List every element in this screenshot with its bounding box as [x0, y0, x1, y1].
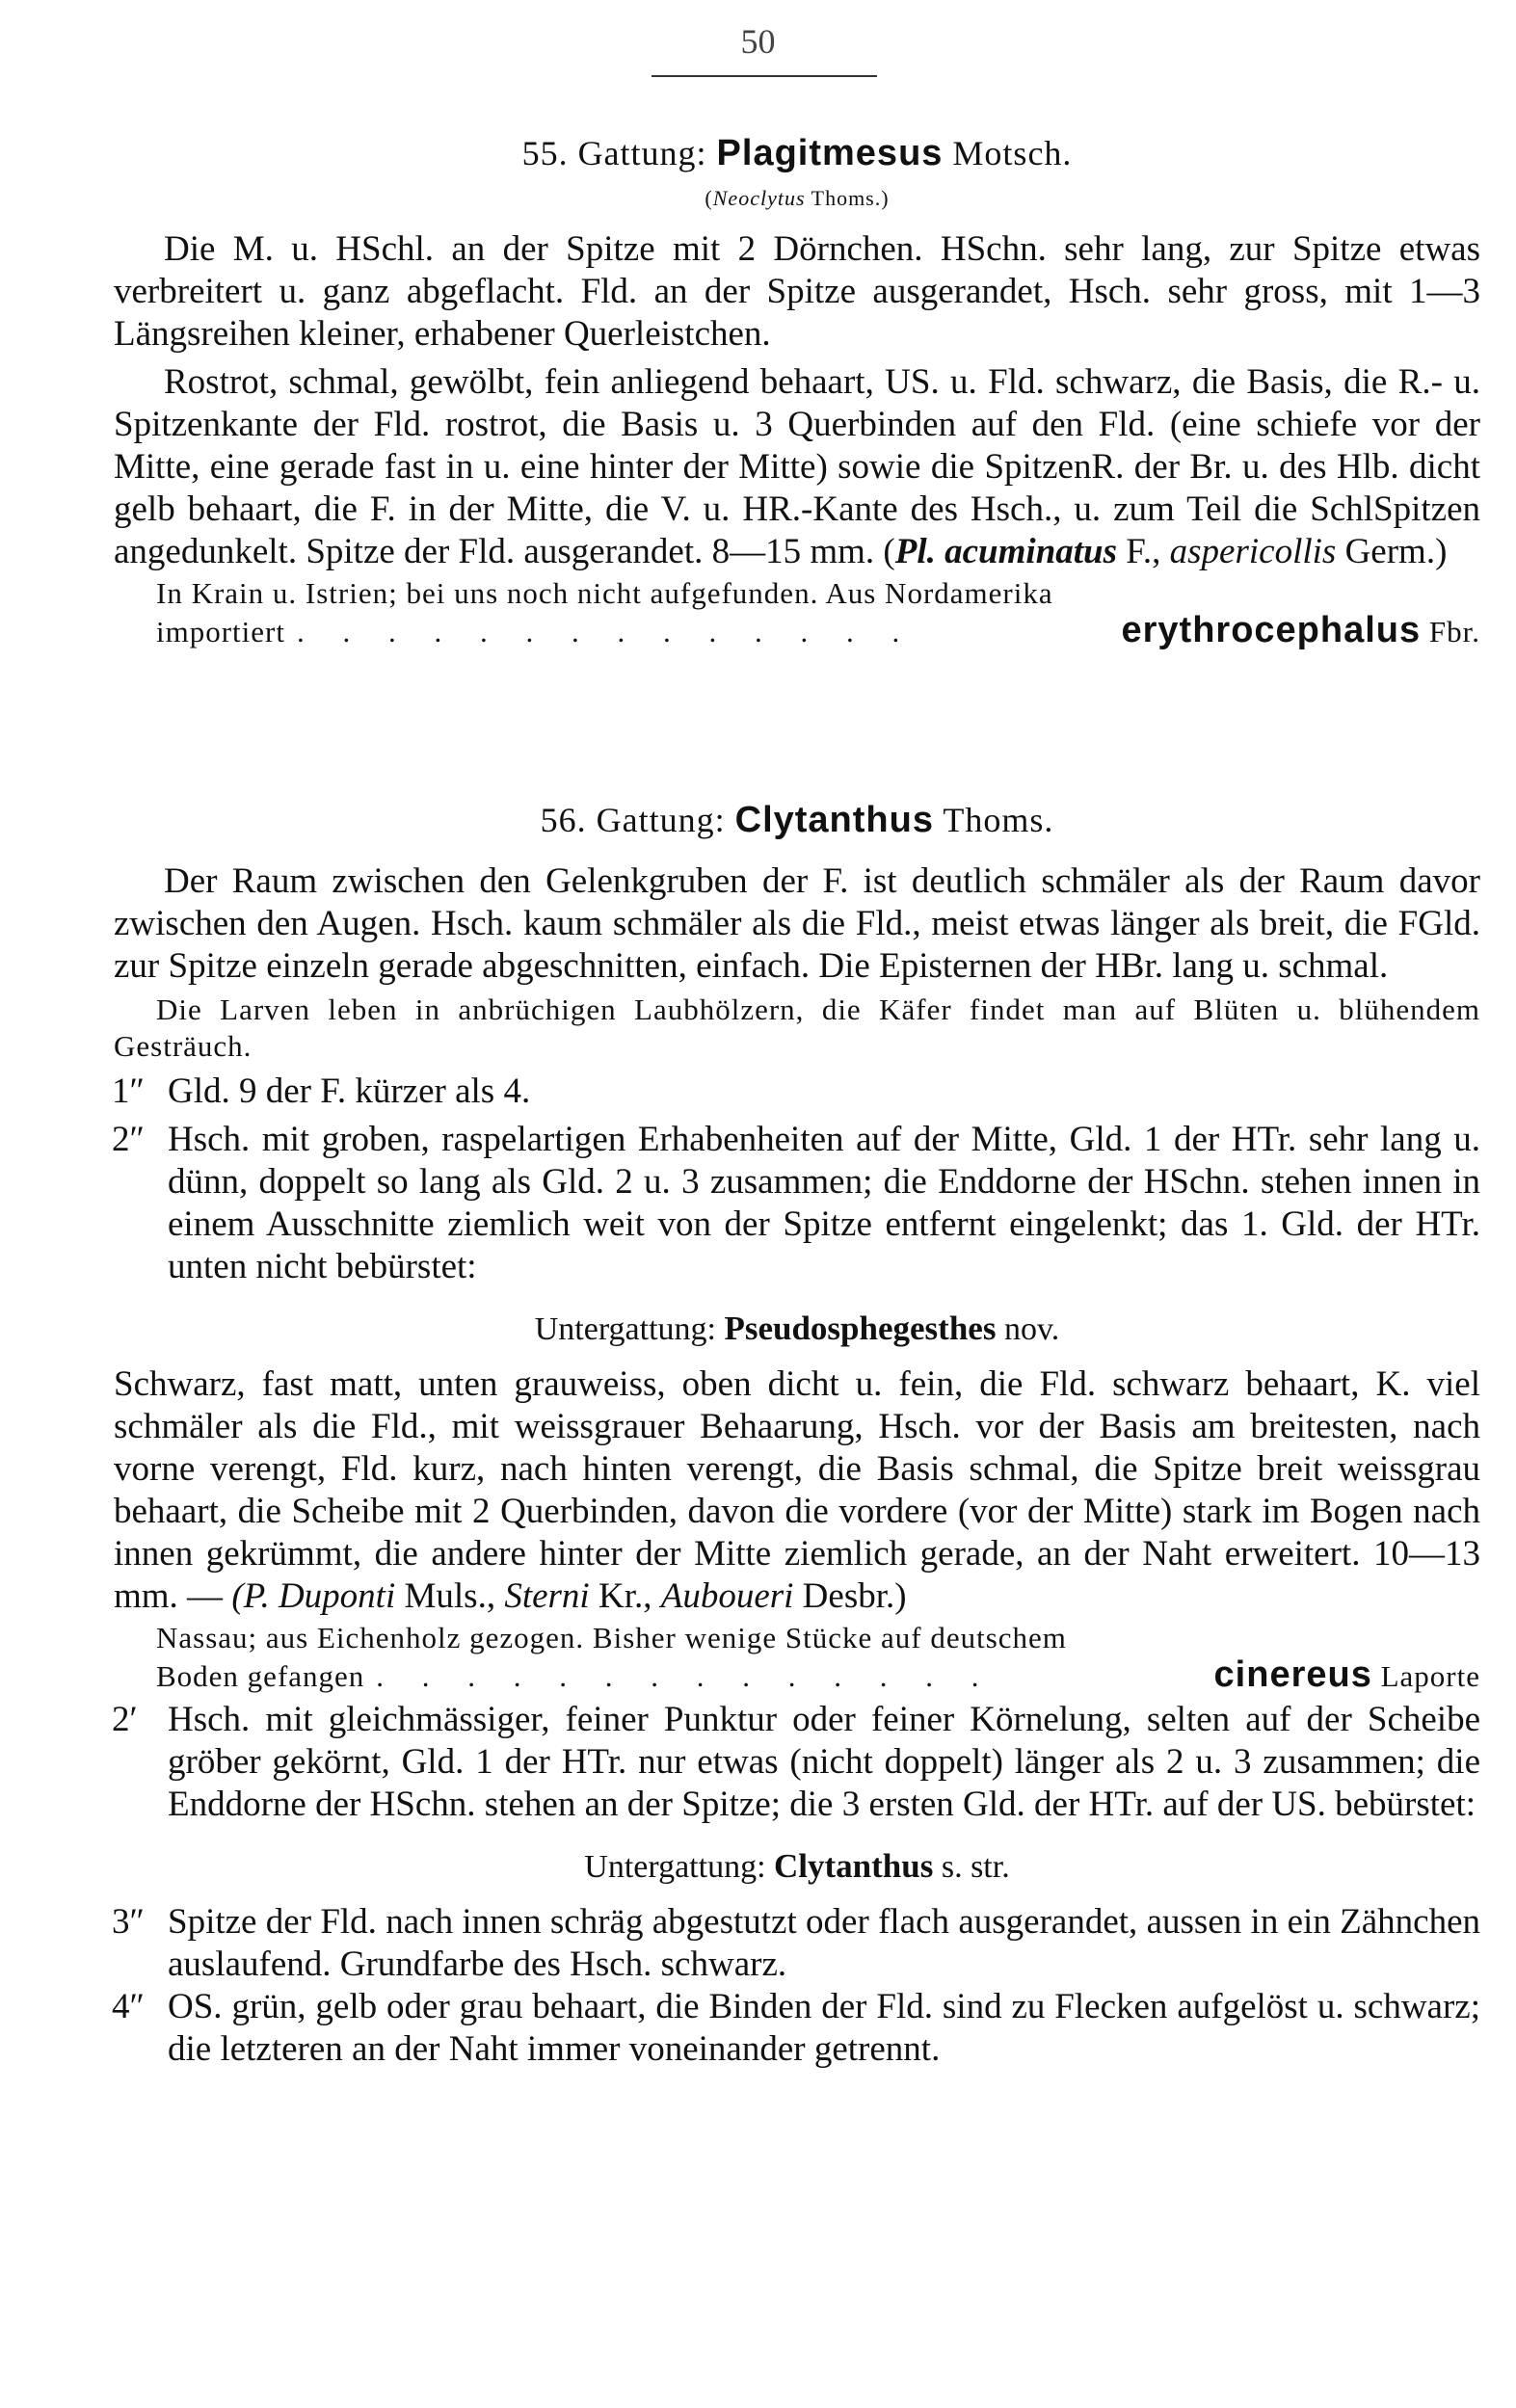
cinereus-species: cinereus — [1213, 1654, 1372, 1695]
subgenus-1-description — [114, 1363, 1480, 1618]
genus-55-syn-a: Pl. acuminatus — [894, 532, 1118, 571]
key-couplet-4 — [112, 1986, 1480, 2071]
subgenus-1-name: Pseudosphegesthes — [724, 1310, 997, 1347]
genus-56-key-continued — [114, 1699, 1480, 1826]
genus-55-synonym: (Neoclytus Thoms.) — [705, 186, 890, 210]
key-couplet-3-text: Spitze der Fld. nach innen schräg abgestutzt oder flach ausgerandet, aussen in ein Zähnchen auslaufend. Grundfarbe des Hsch. schwarz. — [168, 1902, 1480, 1984]
subgenus-1-label: Untergattung: — [534, 1311, 716, 1347]
genus-55-author: Motsch. — [952, 134, 1073, 172]
key-couplet-4-text: OS. grün, gelb oder grau behaart, die Binden der Fld. sind zu Flecken aufgelöst u. schwarz; die letzteren an der Naht immer voneinander getrennt. — [168, 1987, 1480, 2069]
subgenus-1-syn1: (P. Duponti — [231, 1576, 396, 1616]
subgenus-1-heading — [114, 1310, 1480, 1348]
genus-55-description-text: Rostrot, schmal, gewölbt, fein anliegend behaart, US. u. Fld. schwarz, die Basis, die R.- u. Spitzenkante der Fld. rostrot, die Basis u. 3 Querbinden auf den Fld. (eine schiefe vor der Mitte, eine gerade fast in u. eine hinter der Mitte) sowie die SpitzenR. der Br. u. des Hlb. dicht gelb behaart, die F. in der Mitte, die V. u. HR.-Kante des Hsch., u. zum Teil die SchlSpitzen angedunkelt. Spitze der Fld. ausgerandet. — [114, 362, 1480, 571]
genus-55-section — [114, 133, 1480, 650]
genus-56-biology: Die Larven leben in anbrüchigen Laubhölzern, die Käfer findet man auf Blüten u. blühendem Gesträuch. — [114, 992, 1480, 1063]
genus-55-number: 55. Gattung: — [521, 134, 707, 172]
subgenus-1-syn3: Auboueri — [660, 1576, 794, 1616]
key-couplet-3-number: 3″ — [112, 1902, 145, 1942]
key-couplet-1 — [112, 1071, 1480, 1113]
subgenus-2-heading — [114, 1847, 1480, 1886]
genus-55-range-line2: importiert — [156, 615, 285, 648]
genus-55-heading — [114, 133, 1480, 174]
key-couplet-2b — [112, 1699, 1480, 1826]
genus-55-diagnosis: Die M. u. HSchl. an der Spitze mit 2 Dörnchen. HSchn. sehr lang, zur Spitze etwas verbreitert u. ganz abgeflacht. Fld. an der Spitze ausgerandet, Hsch. sehr gross, mit 1—3 Längsreihen kleiner, erhabener Querleistchen. — [114, 229, 1480, 354]
subgenus-2-author: s. str. — [941, 1849, 1010, 1885]
subgenus-1-syn2-author: Kr., — [598, 1576, 652, 1616]
key-couplet-2b-text: Hsch. mit gleichmässiger, feiner Punktur oder feiner Körnelung, selten auf der Scheibe gröber gekörnt, Gld. 1 der HTr. nur etwas (nicht doppelt) länger als 2 u. 3 zusammen; die Enddorne der HSchn. stehen an der Spitze; die 3 ersten Gld. der HTr. auf der US. bebürstet: — [168, 1700, 1480, 1824]
genus-55-species-line — [114, 612, 1480, 650]
key-couplet-1-number: 1″ — [112, 1072, 145, 1111]
key-couplet-2b-number: 2′ — [112, 1700, 138, 1739]
genus-55-syn-b-author: Germ.) — [1344, 532, 1448, 571]
genus-55-size: 8—15 mm. — [711, 532, 875, 571]
genus-55-syn-a-author: F., — [1126, 532, 1161, 571]
genus-55-species-author: Fbr. — [1428, 615, 1480, 648]
key-couplet-2 — [112, 1119, 1480, 1288]
subgenus-2-label: Untergattung: — [584, 1849, 766, 1885]
key-couplet-1-text: Gld. 9 der F. kürzer als 4. — [168, 1072, 531, 1111]
genus-55-range-line1: In Krain u. Istrien; bei uns noch nicht aufgefunden. Aus Nordamerika — [156, 576, 1053, 610]
genus-55-syn-b: aspericollis — [1169, 532, 1337, 571]
cinereus-range-line2: Boden gefangen — [156, 1659, 365, 1693]
subgenus-1-syn3-author: Desbr.) — [802, 1576, 907, 1616]
genus-56-key — [114, 1071, 1480, 1288]
genus-56-number: 56. Gattung: — [540, 801, 726, 839]
cinereus-leader-dots: . . . . . . . . . . . . . . — [376, 1659, 995, 1693]
key-couplet-2-number: 2″ — [112, 1120, 145, 1159]
genus-56-author: Thoms. — [943, 801, 1054, 839]
key-couplet-3 — [112, 1901, 1480, 1986]
subgenus-1-description-text: Schwarz, fast matt, unten grauweiss, oben dicht u. fein, die Fld. schwarz behaart, K. viel schmäler als die Fld., mit weissgrauer Behaarung, Hsch. vor der Basis am breitesten, nach vorne verengt, Fld. kurz, nach hinten verengt, die Basis schmal, die Spitze breit weissgrau behaart, die Scheibe mit 2 Querbinden, davon die vordere (vor der Mitte) stark im Bogen nach innen gekrümmt, die andere hinter der Mitte ziemlich gerade, an der Naht erweitert. 10—13 mm. — — [114, 1364, 1480, 1616]
subgenus-1-syn2: Sterni — [504, 1576, 590, 1616]
key-couplet-4-number: 4″ — [112, 1987, 145, 2026]
genus-56-heading — [114, 800, 1480, 841]
subgenus-2-name: Clytanthus — [774, 1847, 934, 1885]
genus-56-section — [114, 800, 1480, 2071]
genus-55-name: Plagitmesus — [716, 133, 944, 173]
genus-55-synonym-name: Neoclytus — [712, 186, 806, 210]
key-couplet-2-text: Hsch. mit groben, raspelartigen Erhabenheiten auf der Mitte, Gld. 1 der HTr. sehr lang u. dünn, doppelt so lang als Gld. 2 u. 3 zusammen; die Enddorne der HSchn. stehen innen in einem Ausschnitte ziemlich weit von der Spitze entfernt eingelenkt; das 1. Gld. der HTr. unten nicht bebürstet: — [168, 1120, 1480, 1286]
cinereus-species-line — [114, 1656, 1480, 1695]
page-number-rule — [652, 75, 877, 77]
genus-55-leader-dots: . . . . . . . . . . . . . . — [296, 615, 916, 648]
cinereus-species-author: Laporte — [1380, 1659, 1480, 1693]
genus-55-species: erythrocephalus — [1121, 610, 1422, 650]
genus-56-diagnosis: Der Raum zwischen den Gelenkgruben der F. ist deutlich schmäler als der Raum davor zwischen den Augen. Hsch. kaum schmäler als die Fld., meist etwas länger als breit, die FGld. zur Spitze einzeln gerade abgeschnitten, einfach. Die Episternen der HBr. lang u. schmal. — [114, 861, 1480, 986]
genus-55-description: Rostrot, schmal, gewölbt, fein anliegend behaart, US. u. Fld. schwarz, die Basis, die R.- u. Spitzenkante der Fld. rostrot, die Basis u. 3 Querbinden auf den Fld. (eine schiefe vor der Mitte, eine gerade fast in u. eine hinter der Mitte) sowie die SpitzenR. der Br. u. des Hlb. dicht gelb behaart, die F. in der Mitte, die V. u. HR.-Kante des Hsch., u. zum Teil die SchlSpitzen angedunkelt. Spitze der Fld. ausgerandet. 8—15 mm. (Pl. acuminatus F., aspericollis Germ.) — [114, 362, 1480, 571]
genus-55-synonym-author: Thoms. — [811, 186, 882, 210]
subgenus-1-author: nov. — [1003, 1311, 1060, 1347]
subgenus-1-syn1-author: Muls., — [404, 1576, 496, 1616]
page-number: 50 — [740, 22, 776, 61]
genus-56-name: Clytanthus — [734, 800, 934, 840]
genus-56-key-final — [114, 1901, 1480, 2071]
cinereus-range-line1: Nassau; aus Eichenholz gezogen. Bisher wenige Stücke auf deutschem — [156, 1621, 1067, 1654]
